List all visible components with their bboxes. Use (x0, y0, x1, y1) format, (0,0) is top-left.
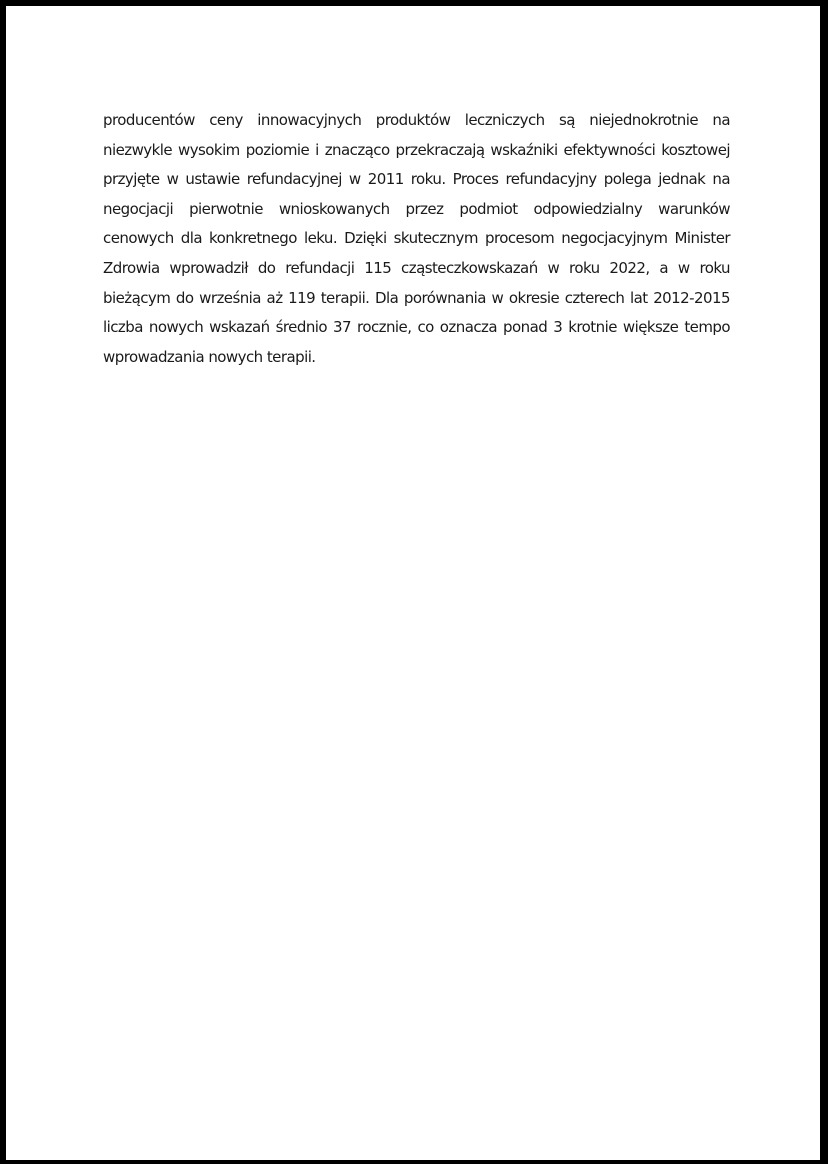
body-paragraph: producentów ceny innowacyjnych produktów leczniczych są niejednokrotnie na niezwykle wysokim poziomie i znacząco przekraczają wskaźniki efektywności kosztowej przyjęte w ustawie refundacyjnej w 2011 roku. Proces refundacyjny polega jednak na negocjacji pierwotnie wnioskowanych przez podmiot odpowiedzialny warunków cenowych dla konkretnego leku. Dzięki skutecznym procesom negocjacyjnym Minister Zdrowia wprowadził do refundacji 115 cząsteczkowskazań w roku 2022, a w roku bieżącym do września aż 119 terapii. Dla porównania w okresie czterech lat 2012-2015 liczba nowych wskazań średnio 37 rocznie, co oznacza ponad 3 krotnie większe tempo wprowadzania nowych terapii. (103, 111, 730, 366)
document-page (6, 6, 820, 1160)
